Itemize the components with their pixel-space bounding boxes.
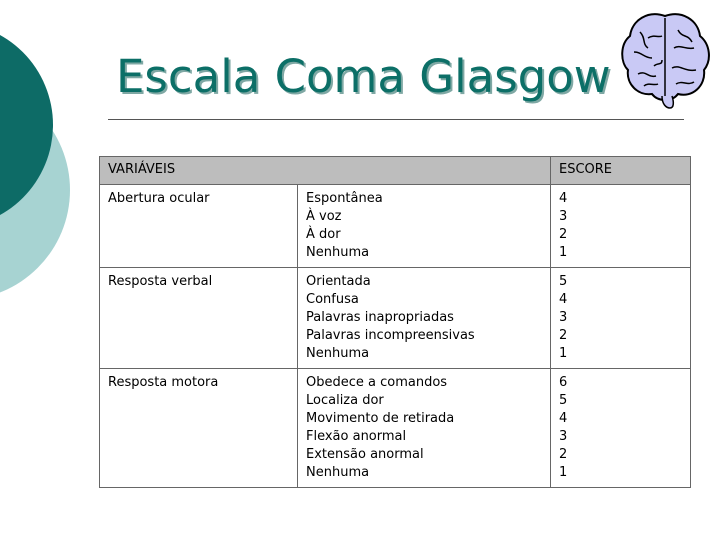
score-item: 5 bbox=[559, 274, 568, 289]
table-row bbox=[100, 369, 691, 488]
score-item: 5 bbox=[559, 393, 568, 408]
header-variables: VARIÁVEIS bbox=[100, 157, 551, 185]
response-item: Localiza dor bbox=[306, 393, 384, 408]
glasgow-table bbox=[99, 156, 691, 488]
scores-cell bbox=[551, 268, 691, 369]
score-item: 2 bbox=[559, 328, 568, 343]
response-item: Palavras inapropriadas bbox=[306, 310, 454, 325]
response-item: Nenhuma bbox=[306, 245, 370, 260]
responses-cell bbox=[298, 185, 551, 268]
score-item: 2 bbox=[559, 227, 568, 242]
table-row bbox=[100, 268, 691, 369]
page-title: Escala Coma Glasgow bbox=[116, 50, 611, 103]
response-item: Extensão anormal bbox=[306, 447, 424, 462]
header-score: ESCORE bbox=[551, 157, 691, 185]
score-item: 6 bbox=[559, 375, 568, 390]
response-item: Obedece a comandos bbox=[306, 375, 448, 390]
responses-cell bbox=[298, 268, 551, 369]
score-item: 3 bbox=[559, 209, 568, 224]
response-item: Espontânea bbox=[306, 191, 383, 206]
score-item: 3 bbox=[559, 429, 568, 444]
response-item: Movimento de retirada bbox=[306, 411, 455, 426]
score-item: 1 bbox=[559, 346, 568, 361]
response-item: Nenhuma bbox=[306, 465, 370, 480]
score-item: 4 bbox=[559, 191, 568, 206]
variable-cell: Resposta motora bbox=[100, 369, 298, 488]
score-item: 4 bbox=[559, 411, 568, 426]
brain-icon bbox=[618, 8, 712, 112]
table-row bbox=[100, 185, 691, 268]
response-item: Flexão anormal bbox=[306, 429, 407, 444]
scores-cell bbox=[551, 369, 691, 488]
score-item: 1 bbox=[559, 245, 568, 260]
score-item: 3 bbox=[559, 310, 568, 325]
response-item: À dor bbox=[306, 227, 341, 242]
variable-cell: Resposta verbal bbox=[100, 268, 298, 369]
response-item: Nenhuma bbox=[306, 346, 370, 361]
response-item: Palavras incompreensivas bbox=[306, 328, 475, 343]
table-header-row bbox=[100, 157, 691, 185]
score-item: 1 bbox=[559, 465, 568, 480]
responses-cell bbox=[298, 369, 551, 488]
response-item: Confusa bbox=[306, 292, 359, 307]
variable-cell: Abertura ocular bbox=[100, 185, 298, 268]
score-item: 4 bbox=[559, 292, 568, 307]
score-item: 2 bbox=[559, 447, 568, 462]
response-item: Orientada bbox=[306, 274, 371, 289]
response-item: À voz bbox=[306, 209, 342, 224]
scores-cell bbox=[551, 185, 691, 268]
title-divider bbox=[108, 119, 684, 120]
